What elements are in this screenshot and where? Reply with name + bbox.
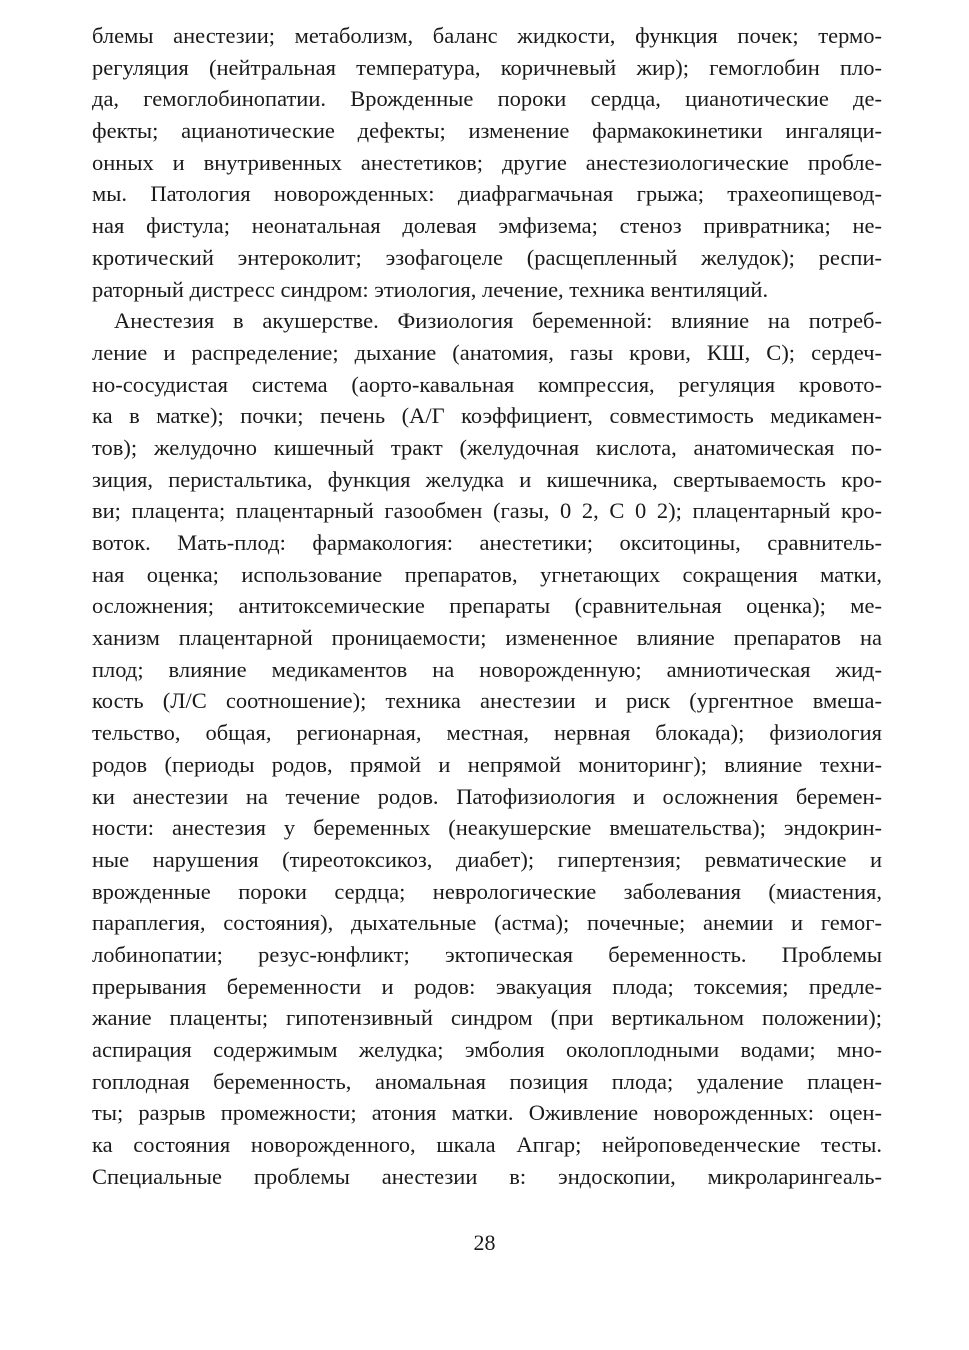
text-line: кротический энтероколит; эзофагоцеле (расщепленный желудок); респи- [92, 244, 882, 270]
text-line: гоплодная беременность, аномальная позиция плода; удаление плацен- [92, 1068, 882, 1094]
text-line: прерывания беременности и родов: эвакуация плода; токсемия; предле- [92, 973, 882, 999]
text-line: ты; разрыв промежности; атония матки. Оживление новорожденных: оцен- [92, 1100, 882, 1126]
text-line: кость (Л/С соотношение); техника анестезии и риск (ургентное вмеша- [92, 688, 882, 714]
text-line: регуляция (нейтральная температура, коричневый жир); гемоглобин пло- [92, 54, 882, 80]
text-line: врожденные пороки сердца; неврологические заболевания (миастения, [92, 878, 882, 904]
text-line: раторный дистресс синдром: этиология, лечение, техника вентиляций. [92, 276, 769, 302]
text-line: блемы анестезии; метаболизм, баланс жидкости, функция почек; термо- [92, 23, 882, 48]
text-line: ка в матке); почки; печень (А/Г коэффициент, совместимость медикамен- [92, 403, 882, 429]
text-line: онных и внутривенных анестетиков; другие анестезиологические пробле- [92, 149, 882, 175]
body-text [92, 20, 882, 1192]
text-line: ные нарушения (тиреотоксикоз, диабет); гипертензия; ревматические и [92, 846, 882, 872]
text-line: тельство, общая, регионарная, местная, нервная блокада); физиология [92, 720, 882, 746]
text-line: лобинопатии; резус-юнфликт; эктопическая беременность. Проблемы [92, 941, 882, 967]
text-line: Анестезия в акушерстве. Физиология беременной: влияние на потреб- [114, 308, 882, 334]
text-line: аспирация содержимым желудка; эмболия околоплодными водами; мно- [92, 1037, 882, 1062]
text-line: параплегия, состояния), дыхательные (астма); почечные; анемии и гемог- [92, 910, 882, 936]
text-line: ви; плацента; плацентарный газообмен (газы, 0 2, С 0 2); плацентарный кро- [92, 498, 882, 524]
text-line: ности: анестезия у беременных (неакушерские вмешательства); эндокрин- [92, 815, 882, 841]
text-line: плод; влияние медикаментов на новорожденную; амниотическая жид- [92, 656, 882, 682]
text-line: ханизм плацентарной проницаемости; измененное влияние препаратов на [92, 625, 882, 651]
text-line: фекты; ацианотические дефекты; изменение фармакокинетики ингаляци- [92, 118, 882, 144]
text-line: но-сосудистая система (аорто-кавальная компрессия, регуляция кровото- [92, 371, 882, 397]
text-line: осложнения; антитоксемические препараты (сравнительная оценка); ме- [92, 593, 882, 619]
text-line: ка состояния новорожденного, шкала Апгар; нейроповеденческие тесты. [92, 1132, 882, 1158]
text-line: зиция, перистальтика, функция желудка и кишечника, свертываемость кро- [92, 466, 882, 492]
text-line: тов); желудочно кишечный тракт (желудочная кислота, анатомическая по- [92, 434, 882, 460]
text-line: мы. Патология новорожденных: диафрагмачьная грыжа; трахеопищевод- [92, 181, 882, 207]
text-line: жание плаценты; гипотензивный синдром (при вертикальном положении); [92, 1005, 882, 1031]
text-line: Специальные проблемы анестезии в: эндоскопии, микроларингеаль- [92, 1163, 882, 1189]
text-line: ная оценка; использование препаратов, угнетающих сокращения матки, [92, 561, 882, 587]
text-line: ление и распределение; дыхание (анатомия, газы крови, КШ, С); сердеч- [92, 339, 882, 365]
text-line: ная фистула; неонатальная долевая эмфизема; стеноз привратника; не- [92, 213, 882, 239]
text-line: ки анестезии на течение родов. Патофизиология и осложнения беремен- [92, 783, 882, 809]
text-line: да, гемоглобинопатии. Врожденные пороки сердца, цианотические де- [92, 86, 882, 112]
page-number: 28 [473, 1230, 496, 1255]
text-line: воток. Мать-плод: фармакология: анестетики; окситоцины, сравнитель- [92, 530, 882, 555]
text-line: родов (периоды родов, прямой и непрямой мониторинг); влияние техни- [92, 751, 882, 777]
